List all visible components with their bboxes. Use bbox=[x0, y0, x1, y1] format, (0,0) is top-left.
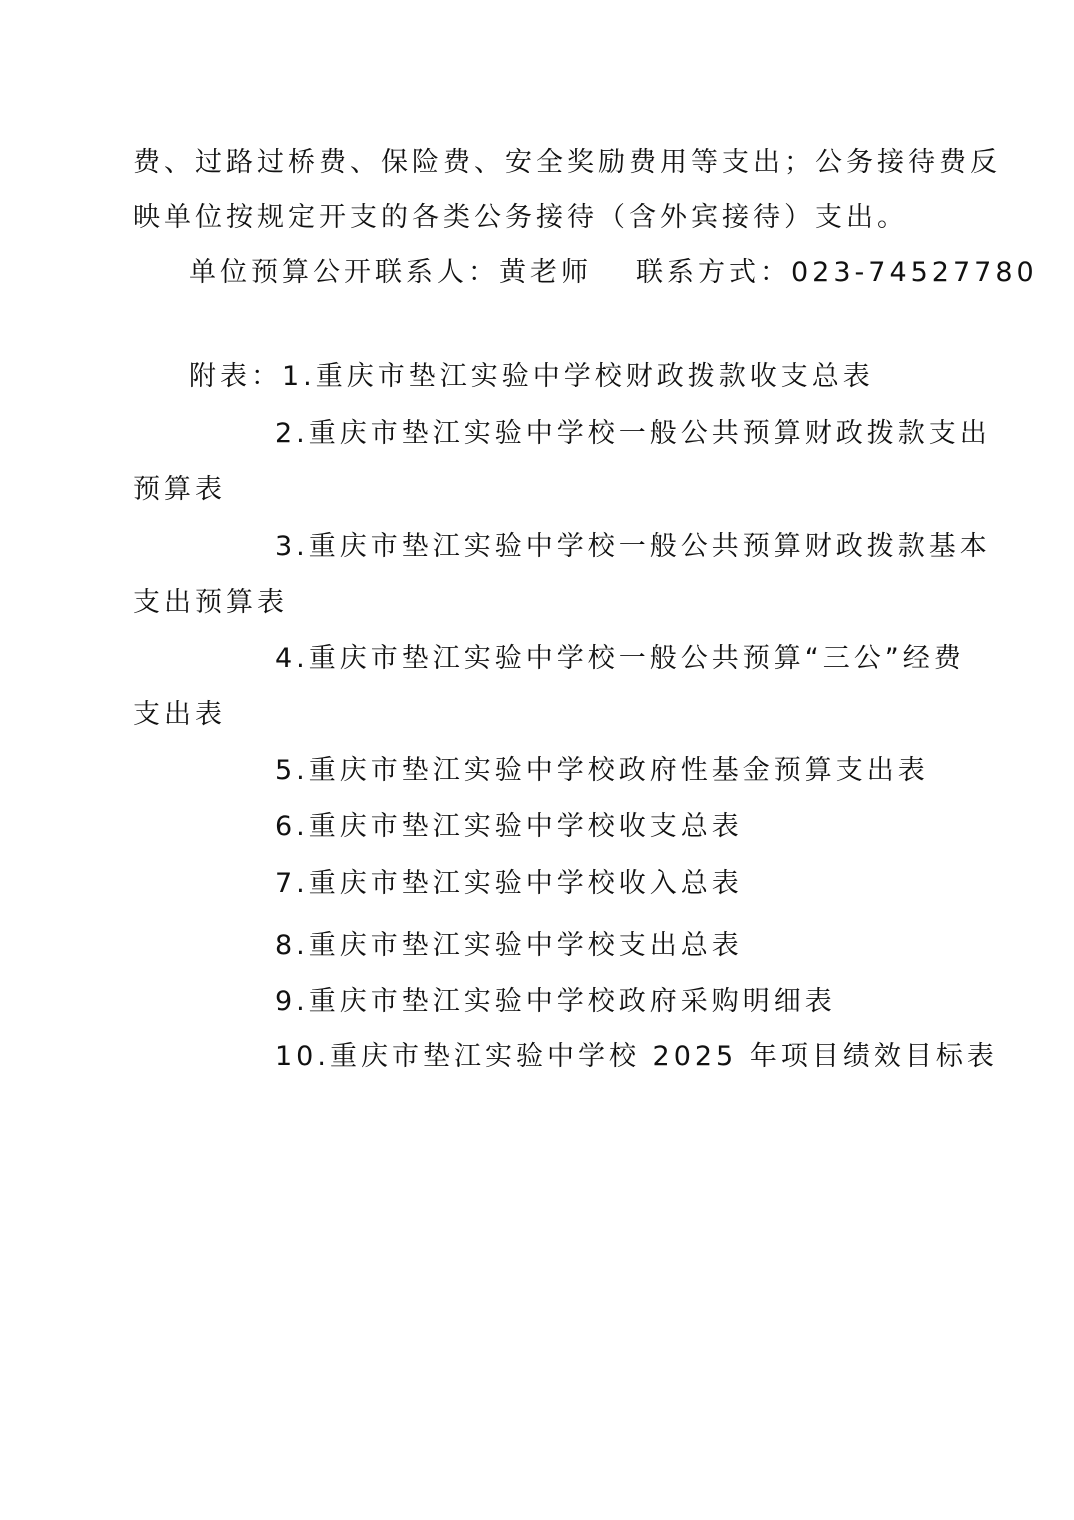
body-text-line-1: 费、过路过桥费、保险费、安全奖励费用等支出；公务接待费反 bbox=[133, 147, 1001, 178]
attachment-item-10: 10.重庆市垫江实验中学校 2025 年项目绩效目标表 bbox=[275, 1041, 998, 1072]
attachment-item-1: 附表：1.重庆市垫江实验中学校财政拨款收支总表 bbox=[189, 361, 874, 392]
attachment-item-2-line-1: 2.重庆市垫江实验中学校一般公共预算财政拨款支出 bbox=[275, 418, 991, 449]
contact-method: 联系方式：023-74527780 bbox=[636, 257, 1038, 288]
attachment-item-4-line-1: 4.重庆市垫江实验中学校一般公共预算“三公”经费 bbox=[275, 643, 965, 674]
attachment-item-3-line-2: 支出预算表 bbox=[133, 587, 288, 618]
attachment-item-6: 6.重庆市垫江实验中学校收支总表 bbox=[275, 811, 743, 842]
body-text-line-2: 映单位按规定开支的各类公务接待（含外宾接待）支出。 bbox=[133, 202, 908, 233]
attachment-item-8: 8.重庆市垫江实验中学校支出总表 bbox=[275, 930, 743, 961]
attachment-item-3-line-1: 3.重庆市垫江实验中学校一般公共预算财政拨款基本 bbox=[275, 531, 991, 562]
attachment-item-2-line-2: 预算表 bbox=[133, 474, 226, 505]
contact-person: 单位预算公开联系人：黄老师 bbox=[189, 257, 592, 288]
attachment-item-5: 5.重庆市垫江实验中学校政府性基金预算支出表 bbox=[275, 755, 929, 786]
attachment-item-4-line-2: 支出表 bbox=[133, 699, 226, 730]
attachment-item-9: 9.重庆市垫江实验中学校政府采购明细表 bbox=[275, 986, 836, 1017]
contact-line bbox=[189, 255, 1038, 291]
attachment-item-7: 7.重庆市垫江实验中学校收入总表 bbox=[275, 868, 743, 899]
